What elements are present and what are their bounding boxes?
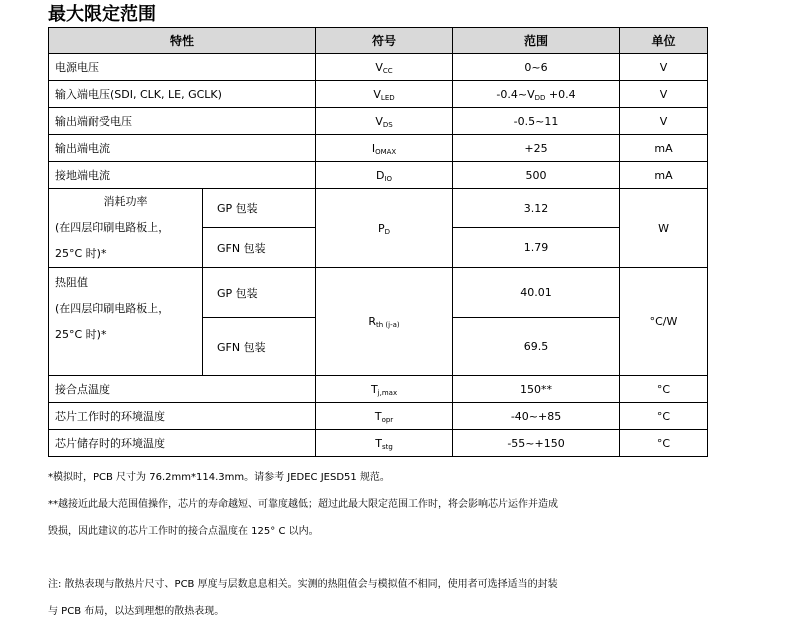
row-range: 150**: [453, 376, 620, 403]
row-unit: °C: [620, 430, 708, 457]
max-ratings-table: [48, 27, 708, 457]
row-symbol: VLED: [316, 81, 453, 108]
power-range-gp: 3.12: [453, 189, 620, 228]
thermal-range-gfn: 69.5: [453, 318, 620, 376]
table-row-power-gp: [49, 189, 708, 228]
note-thermal-line1: 注: 散热表现与散热片尺寸、PCB 厚度与层数息息相关。实测的热阻值会与模拟值不相同，使用者可选择适当的封装: [48, 579, 558, 590]
row-unit: mA: [620, 135, 708, 162]
table-row: [49, 81, 708, 108]
thermal-package-gp: GP 包装: [203, 268, 316, 318]
table-row: [49, 135, 708, 162]
power-symbol: PD: [316, 189, 453, 268]
row-name: 接地端电流: [49, 162, 316, 189]
table-row: [49, 108, 708, 135]
row-name: 芯片储存时的环境温度: [49, 430, 316, 457]
header-range: 范围: [453, 28, 620, 54]
row-range: -0.4~VDD +0.4: [453, 81, 620, 108]
row-symbol: VCC: [316, 54, 453, 81]
table-header-row: [49, 28, 708, 54]
row-symbol: VDS: [316, 108, 453, 135]
power-range-gfn: 1.79: [453, 228, 620, 268]
row-unit: V: [620, 54, 708, 81]
row-range: 500: [453, 162, 620, 189]
table-row: [49, 54, 708, 81]
thermal-package-gfn: GFN 包装: [203, 318, 316, 376]
power-package-gfn: GFN 包装: [203, 228, 316, 268]
row-unit: °C: [620, 403, 708, 430]
row-range: -40~+85: [453, 403, 620, 430]
header-symbol: 符号: [316, 28, 453, 54]
row-range: -55~+150: [453, 430, 620, 457]
header-characteristic: 特性: [49, 28, 316, 54]
table-row: [49, 376, 708, 403]
table-row: [49, 403, 708, 430]
power-characteristic: 消耗功率 (在四层印刷电路板上， 25°C 时)*: [49, 189, 203, 268]
row-name: 输出端电流: [49, 135, 316, 162]
row-name: 接合点温度: [49, 376, 316, 403]
row-symbol: Topr: [316, 403, 453, 430]
row-name: 电源电压: [49, 54, 316, 81]
thermal-symbol: Rth (j-a): [316, 268, 453, 376]
table-row-thermal-gp: [49, 268, 708, 318]
row-unit: mA: [620, 162, 708, 189]
thermal-range-gp: 40.01: [453, 268, 620, 318]
table-row: [49, 162, 708, 189]
table-row: [49, 430, 708, 457]
row-unit: V: [620, 81, 708, 108]
footnote-simulation: *模拟时，PCB 尺寸为 76.2mm*114.3mm。请参考 JEDEC JESD51 规范。: [48, 472, 390, 483]
row-unit: V: [620, 108, 708, 135]
thermal-unit: °C/W: [620, 268, 708, 376]
header-unit: 单位: [620, 28, 708, 54]
row-range: -0.5~11: [453, 108, 620, 135]
row-range: 0~6: [453, 54, 620, 81]
row-unit: °C: [620, 376, 708, 403]
footnote-reliability-line2: 毁损，因此建议的芯片工作时的接合点温度在 125° C 以内。: [48, 526, 319, 537]
row-name: 输入端电压(SDI, CLK, LE, GCLK): [49, 81, 316, 108]
row-range: +25: [453, 135, 620, 162]
row-symbol: Tstg: [316, 430, 453, 457]
power-unit: W: [620, 189, 708, 268]
page-title: 最大限定范围: [48, 4, 156, 25]
row-symbol: IOMAX: [316, 135, 453, 162]
power-package-gp: GP 包装: [203, 189, 316, 228]
row-name: 输出端耐受电压: [49, 108, 316, 135]
note-thermal-line2: 与 PCB 布局，以达到理想的散热表现。: [48, 606, 225, 617]
footnote-reliability-line1: **越接近此最大范围值操作，芯片的寿命越短、可靠度越低；超过此最大限定范围工作时，将会影响芯片运作并造成: [48, 499, 558, 510]
thermal-characteristic: 热阻值 (在四层印刷电路板上， 25°C 时)*: [49, 268, 203, 376]
row-symbol: DIO: [316, 162, 453, 189]
row-symbol: Tj,max: [316, 376, 453, 403]
row-name: 芯片工作时的环境温度: [49, 403, 316, 430]
